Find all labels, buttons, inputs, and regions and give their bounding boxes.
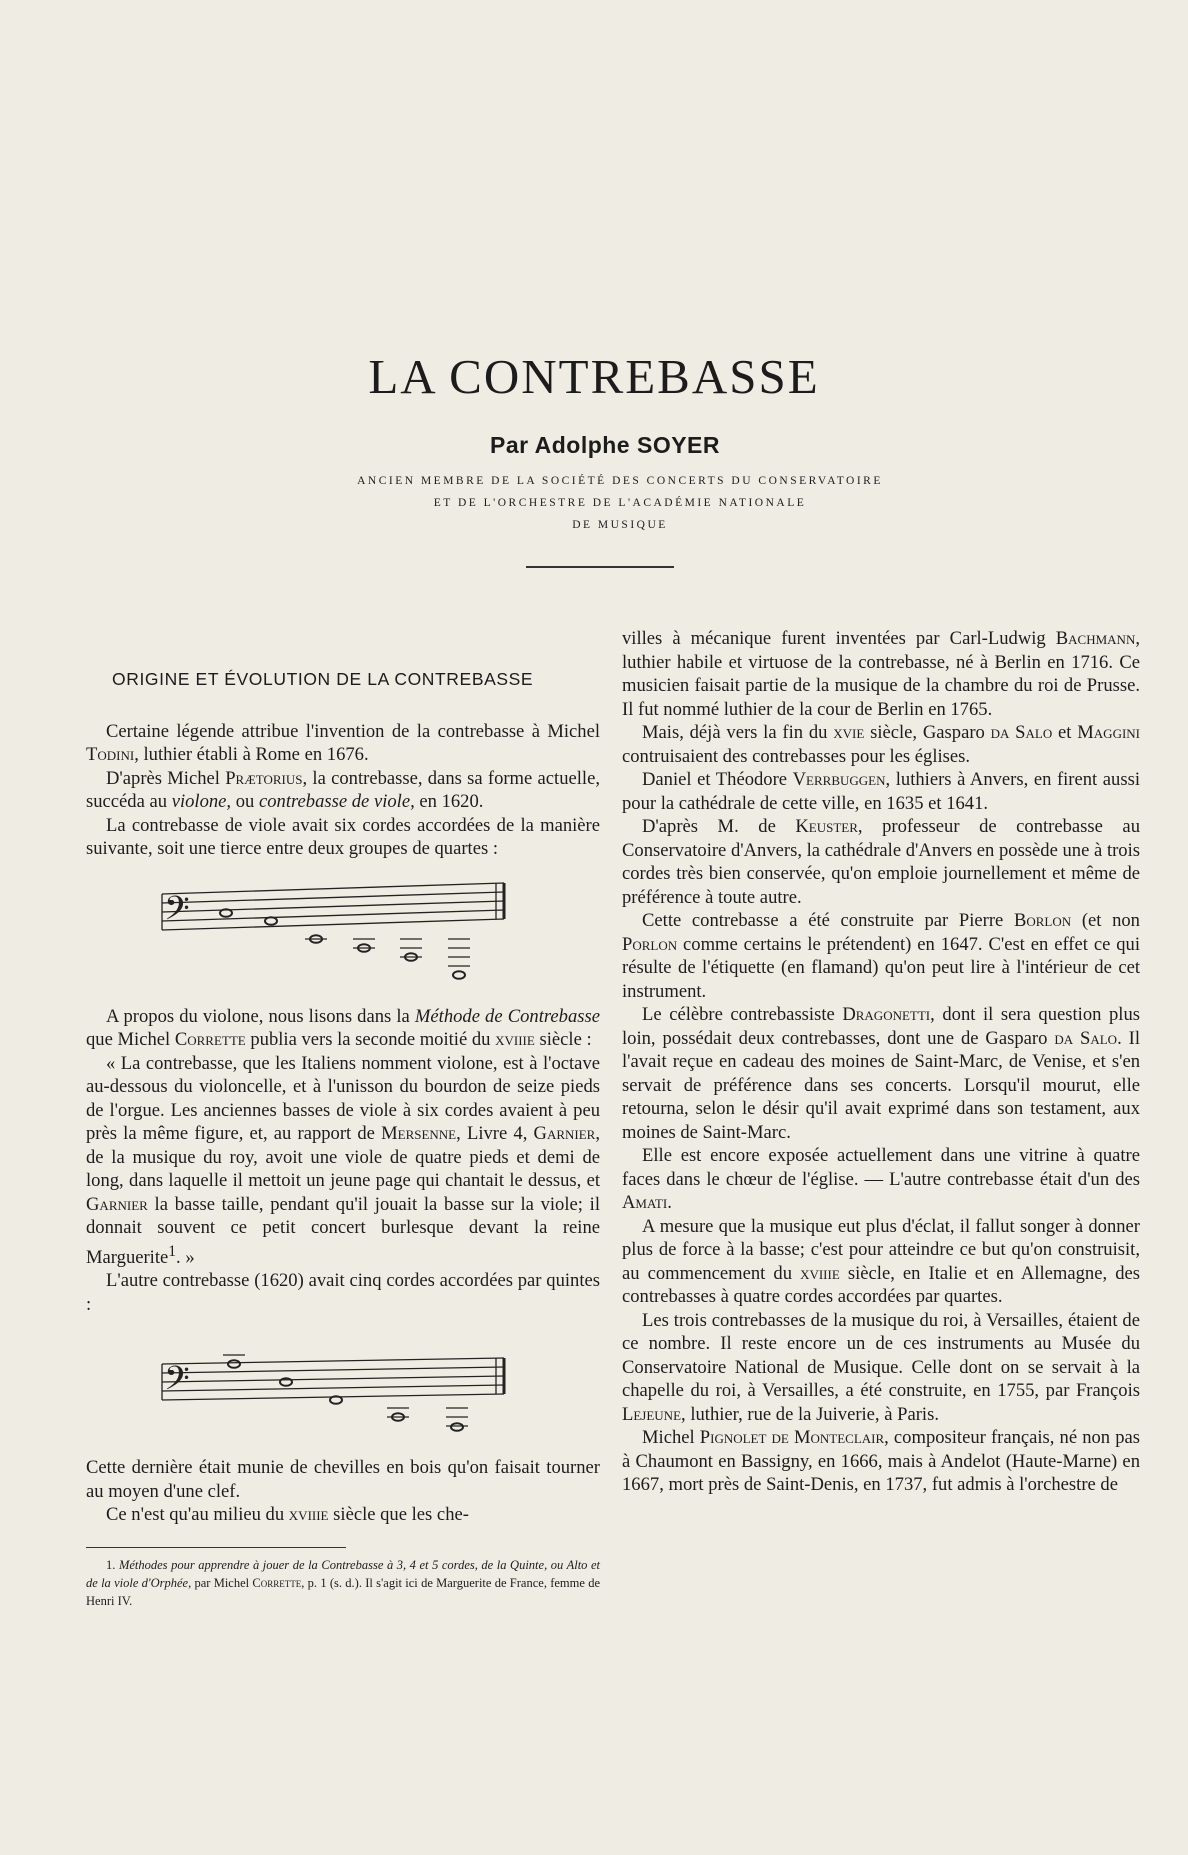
footnote-rule [86,1547,346,1548]
svg-text:𝄢: 𝄢 [164,1360,190,1407]
paragraph: Cette dernière était munie de chevilles en bois qu'on faisait tourner au moyen d'une clef. [86,1457,600,1502]
affiliation-line: ET DE L'ORCHESTRE DE L'ACADÉMIE NATIONALE [433,497,807,509]
paragraph: Mais, déjà vers la fin du xvie siècle, Gasparo da Salo et Maggini contruisaient des contrebasses pour les églises. [622,722,1141,767]
music-staff-six-strings [86,881,506,981]
section-heading: ORIGINE ET ÉVOLUTION DE LA CONTREBASSE [112,669,534,689]
paragraph: A mesure que la musique eut plus d'éclat, il fallut songer à donner plus de force à la basse; c'est pour atteindre ce but qu'on construisit, au commencement du xviiie siècle, en Italie et en Allemagne, des contrebasses à quatre cordes accordées par quartes. [622,1215,1140,1307]
paragraph: A propos du violone, nous lisons dans la Méthode de Contrebasse que Michel Corrette publia vers la seconde moitié du xviiie siècle : [86,1005,600,1050]
right-column [622,627,1140,1497]
title-rule [526,566,674,568]
paragraph: D'après Michel Prætorius, la contrebasse, dans sa forme actuelle, succéda au violone, ou contrebasse de viole, en 1620. [86,767,600,812]
paragraph: Le célèbre contrebassiste Dragonetti, dont il sera question plus loin, possédait deux contrebasses, dont une de Gasparo da Salo. Il l'avait reçue en cadeau des moines de Saint-Marc, de Venise, et s'en servait de préférence dans ses concerts. Lorsqu'il mourut, elle retourna, selon le désir qu'il avait exprimé dans son testament, aux moines de Saint-Marc. [622,1004,1141,1143]
paragraph: D'après M. de Keuster, professeur de contrebasse au Conservatoire d'Anvers, la cathédrale d'Anvers en possède une à trois cordes très bien conservée, qu'on emploie journellement et même de préférence à toute autre. [622,816,1140,908]
svg-text:𝄢: 𝄢 [164,889,190,936]
article-title: LA CONTREBASSE [368,349,820,404]
affiliation-line: DE MUSIQUE [572,519,668,531]
paragraph: Ce n'est qu'au milieu du xviiie siècle que les che- [106,1504,469,1526]
quotation: « La contrebasse, que les Italiens nomment violone, est à l'octave au-dessous du violoncelle, et à l'unisson du bourdon de seize pieds de l'orgue. Les anciennes basses de viole à six cordes avaient à peu près la même figure, et, au rapport de Mersenne, Livre 4, Garnier, de la musique du roy, avoit une viole de quatre pieds et demi de long, dans laquelle il mettoit un jeune page qui chantait le dessus, et Garnier la basse taille, pendant qu'il jouait la basse sur la viole; il donnait souvent ce petit concert burlesque devant la reine Marguerite$^1$. » [86,1052,600,1268]
paragraph: Cette contrebasse a été construite par Pierre Borlon (et non Porlon comme certains le prétendent) en 1647. C'est en effet ce qui résulte de l'étiquette (en flamand) qu'on peut lire à l'intérieur de cet instrument. [622,910,1140,1002]
paragraph: Certaine légende attribue l'invention de la contrebasse à Michel Todini, luthier établi à Rome en 1676. [86,720,600,765]
affiliation-line: ANCIEN MEMBRE DE LA SOCIÉTÉ DES CONCERTS DU CONSERVATOIRE [357,475,883,487]
paragraph: villes à mécanique furent inventées par Carl-Ludwig Bachmann, luthier habile et virtuose de la contrebasse, né à Berlin en 1716. Ce musicien faisait partie de la musique de la chambre du roi de Prusse. Il fut nommé luthier de la cour de Berlin en 1765. [622,628,1140,720]
paragraph: La contrebasse de viole avait six cordes accordées de la manière suivante, soit une tierce entre deux groupes de quartes : [86,814,600,859]
author-byline: Par Adolphe SOYER [489,432,721,458]
author-affiliation [330,470,910,536]
music-staff-five-strings [86,1336,506,1432]
footnote: 1. Méthodes pour apprendre à jouer de la Contrebasse à 3, 4 et 5 cordes, de la Quinte, ou Alto et de la viole d'Orphée, par Michel Corrette, p. 1 (s. d.). Il s'agit ici de Marguerite de France, femme de Henri IV. [86,1557,601,1608]
paragraph: Elle est encore exposée actuellement dans une vitrine à quatre faces dans le chœur de l'église. — L'autre contrebasse était d'un des Amati. [622,1145,1140,1213]
paragraph: Les trois contrebasses de la musique du roi, à Versailles, étaient de ce nombre. Il reste encore un de ces instruments au Musée du Conservatoire National de Musique. Celle dont on se servait à la chapelle du roi, à Versailles, a été construite, en 1755, par François Lejeune, luthier, rue de la Juiverie, à Paris. [622,1309,1140,1425]
paragraph: L'autre contrebasse (1620) avait cinq cordes accordées par quintes : [86,1270,600,1315]
left-column [86,624,600,1610]
paragraph: Michel Pignolet de Monteclair, compositeur français, né non pas à Chaumont en Bassigny, en 1666, mais à Andelot (Haute-Marne) en 1667, mort près de Saint-Denis, en 1737, fut admis à l'orchestre de [622,1427,1140,1495]
paragraph: Daniel et Théodore Verrbuggen, luthiers à Anvers, en firent aussi pour la cathédrale de cette ville, en 1635 et 1641. [622,769,1140,814]
